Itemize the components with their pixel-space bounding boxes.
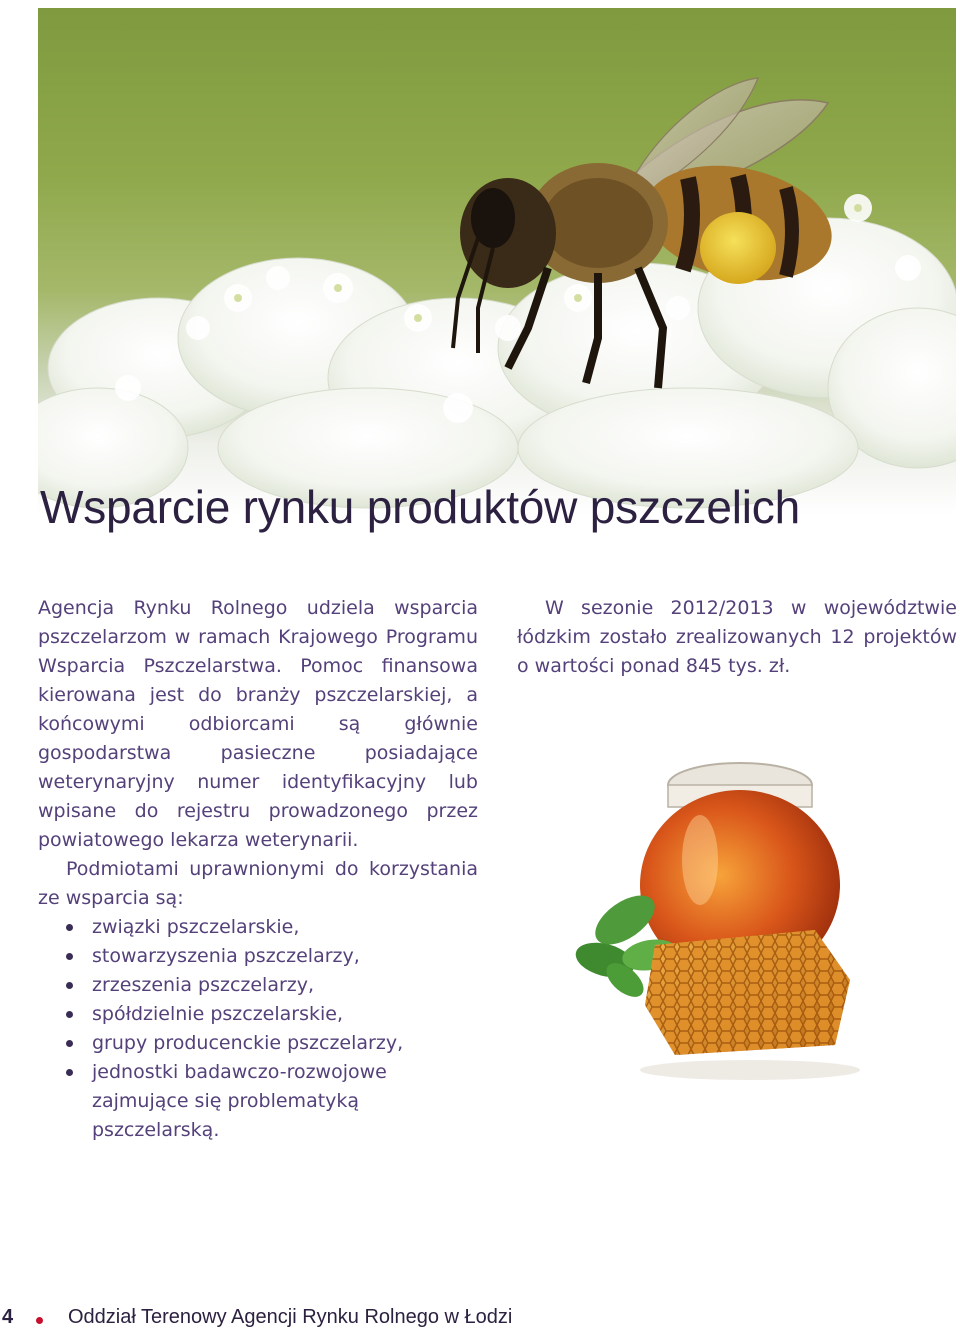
honeycomb-icon	[645, 930, 850, 1055]
list-item: związki pszczelarskie,	[38, 913, 478, 942]
bullet-icon	[66, 1040, 73, 1047]
list-item: stowarzyszenia pszczelarzy,	[38, 942, 478, 971]
page-footer	[0, 1306, 960, 1336]
regional-projects-paragraph: W sezonie 2012/2013 w województwie łódzkim zostało zrealizowanych 12 projektów o wartości ponad 845 tys. zł.	[517, 597, 957, 677]
left-column	[38, 594, 478, 1145]
bullet-icon	[66, 953, 73, 960]
bullet-icon	[66, 982, 73, 989]
bullet-icon	[66, 1069, 73, 1076]
intro-paragraph: Agencja Rynku Rolnego udziela wsparcia pszczelarzom w ramach Krajowego Programu Wsparcia Pszczelarstwa. Pomoc finansowa kierowana jest do branży pszczelarskiej, a końcowymi odbiorcami są głównie gospodarstwa pasieczne posiadające weterynaryjny numer identyfikacyjny lub wpisane do rejestru prowadzonego przez powiatowego lekarza weterynarii.	[38, 597, 478, 851]
footer-bullet-icon	[36, 1317, 43, 1324]
list-item: spółdzielnie pszczelarskie,	[38, 1000, 478, 1029]
list-item: zrzeszenia pszczelarzy,	[38, 971, 478, 1000]
page-number: 4	[2, 1306, 14, 1328]
eligibility-paragraph: Podmiotami uprawnionymi do korzystania ze wsparcia są:	[38, 858, 478, 909]
footer-organization: Oddział Terenowy Agencji Rynku Rolnego w Łodzi	[68, 1306, 513, 1328]
honey-jar-photo	[565, 755, 865, 1095]
list-item: jednostki badawczo-rozwojowe zajmujące się problematyką pszczelarską.	[38, 1058, 478, 1145]
bullet-icon	[66, 924, 73, 931]
list-item: grupy producenckie pszczelarzy,	[38, 1029, 478, 1058]
right-column	[517, 594, 957, 681]
bullet-icon	[66, 1011, 73, 1018]
eligible-entities-list	[38, 913, 478, 1145]
page-title: Wsparcie rynku produktów pszczelich	[40, 481, 800, 533]
honey-jar-icon	[565, 755, 865, 1095]
